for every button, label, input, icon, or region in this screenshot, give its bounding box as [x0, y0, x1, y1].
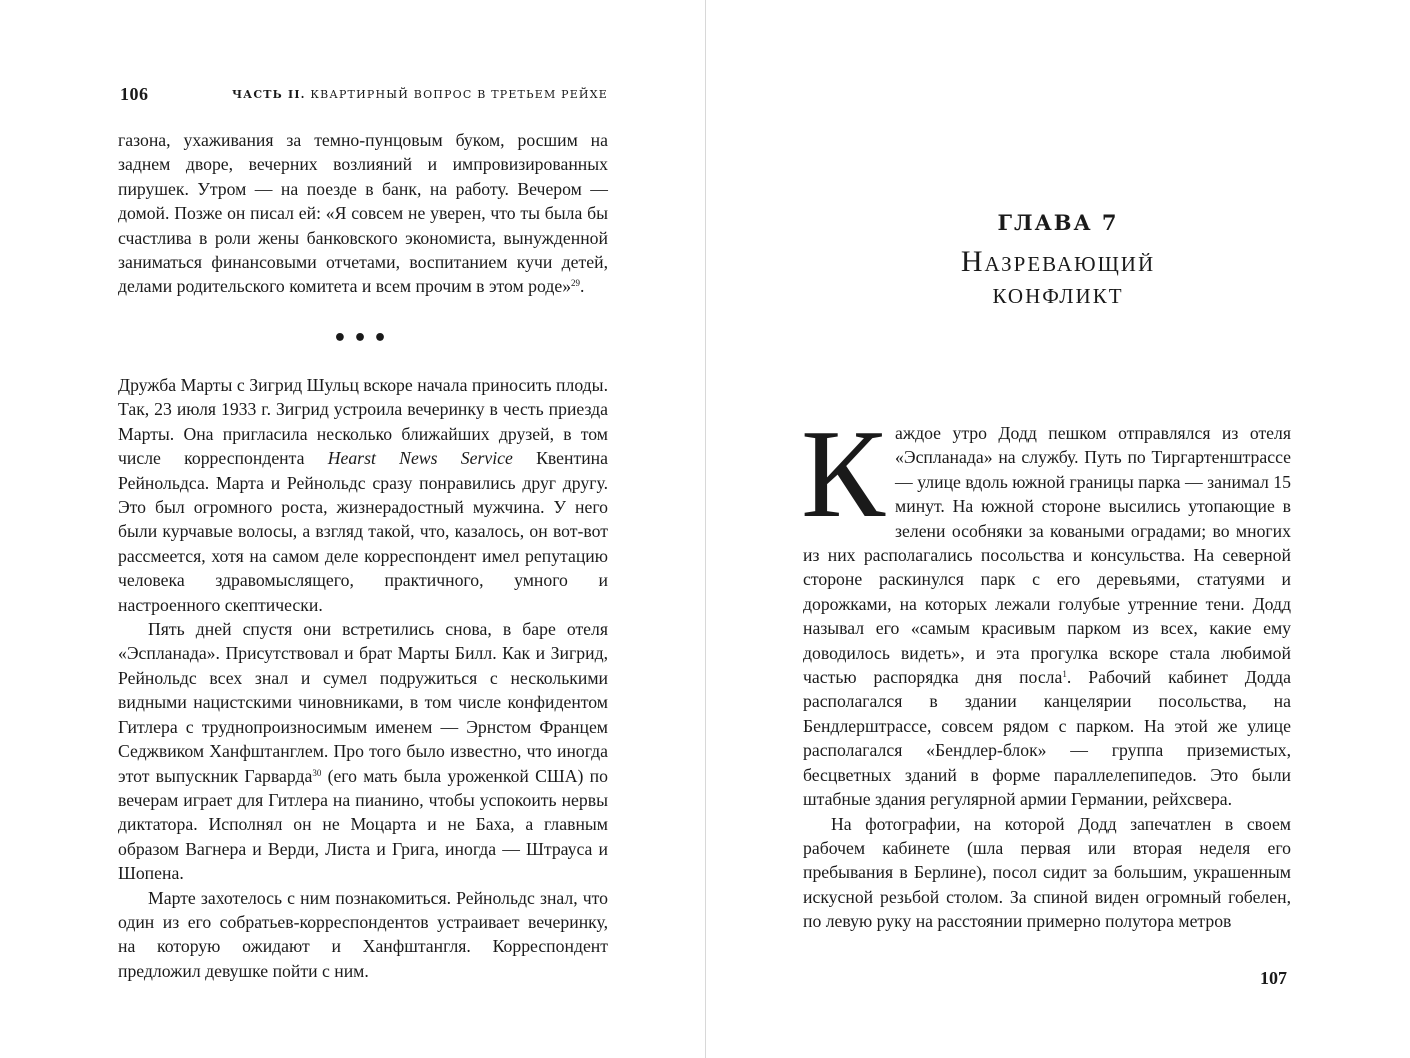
footnote-ref: 29	[571, 278, 581, 289]
running-head-book-part: КВАРТИРНЫЙ ВОПРОС В ТРЕТЬЕМ РЕЙХЕ	[310, 88, 608, 101]
paragraph	[118, 373, 608, 617]
paragraph	[801, 405, 1291, 812]
chapter-title-line: Назревающий	[960, 245, 1156, 278]
paragraph-text: . Рабочий кабинет Додда располагался в здании канцелярии посольства, на Бендлерштрассе, совсем рядом с парком. На этой же улице располагался «Бендлер-блок» — группа приземистых, бесцветных зданий в форме параллелепипедов. Это были штабные здания регулярной армии Германии, рейхсвера.	[803, 667, 1291, 810]
paragraph	[118, 128, 608, 299]
paragraph-text: Пять дней спустя они встретились снова, в баре отеля «Эспланада». Присутствовал и брат Марты Билл. Как и Зигрид, Рейнольдс всех знал и сумел подружиться с несколькими видными нацистскими чиновниками, в том числе конфидентом Гитлера с труднопроизносимым именем — Эрнстом Францем Седжвиком Ханфштанглем. Про того было известно, что иногда этот выпускник Гарварда	[118, 619, 608, 786]
page-number-right: 107	[1260, 968, 1287, 988]
paragraph: На фотографии, на которой Додд запечатлен в своем рабочем кабинете (шла первая или вторая неделя его пребывания в Берлине), посол сидит за большим, украшенным искусной резьбой столом. За спиной виден огромный гобелен, по левую руку на расстоянии примерно полутора метров	[803, 813, 1291, 932]
drop-cap: К	[801, 405, 886, 544]
paragraph: Марте захотелось с ним познакомиться. Рейнольдс знал, что один из его собратьев-корреспондентов устраивает вечеринку, на которую ожидают и Ханфштангля. Корреспондент предложил девушке пойти с ним.	[118, 887, 608, 981]
footnote-ref: 30	[312, 767, 322, 778]
right-text	[801, 405, 1291, 934]
page-number-left: 106	[120, 84, 149, 104]
footnote-ref: 1	[1062, 669, 1067, 680]
running-head-title	[232, 88, 608, 101]
paragraph-text: .	[580, 276, 585, 297]
paragraph-text: Дружба Марты с Зигрид Шульц вскоре начала приносить плоды. Так, 23 июля 1933 г. Зигрид устроила вечеринку в честь приезда Марты. Она пригласила несколько ближайших друзей, в том числе корреспондента	[118, 375, 608, 469]
paragraph	[118, 617, 608, 885]
running-head-part: ЧАСТЬ II.	[231, 88, 306, 101]
left-text-top	[118, 128, 608, 299]
paragraph-text: (его мать была уроженкой США) по вечерам играет для Гитлера на пианино, чтобы успокоить нервы диктатора. Исполнял он не Моцарта и не Баха, а главным образом Вагнера и Верди, Листа и Грига, иногда — Штрауса и Шопена.	[118, 765, 608, 884]
left-text-main	[118, 373, 608, 983]
italic-publication: Hearst News Service	[327, 448, 513, 469]
paragraph-text: газона, ухаживания за темно-пунцовым буком, росшим на заднем дворе, вечерних возлияний и импровизированных пирушек. Утром — на поезде в банк, на работу. Вечером — домой. Позже он писал ей: «Я совсем не уверен, что ты была бы счастлива в роли жены банковского экономиста, вынужденной заниматься финансовыми отчетами, воспитанием кучи детей, делами родительского комитета и всем прочим в этом роде»	[118, 130, 608, 297]
section-separator: •••	[332, 326, 394, 351]
running-head	[120, 84, 608, 108]
paragraph-text: Квентина Рейнольдса. Марта и Рейнольдс сразу понравились друг другу. Это был огромного роста, жизнерадостный мужчина. У него были курчавые волосы, а взгляд такой, что, казалось, он вот-вот рассмеется, хотя на самом деле корреспондент имел репутацию человека здравомыслящего, практичного, умного и настроенного скептически.	[118, 448, 608, 615]
paragraph-text: аждое утро Додд пешком отправлялся из отеля «Эспланада» на службу. Путь по Тиргартенштрассе — улице вдоль южной границы парка — занимал 15 минут. На южной стороне высились утопающие в зелени особняки за коваными оградами; во многих из них располагались посольства и консульства. На северной стороне раскинулся парк с его деревьями, статуями и дорожками, на которых лежали голубые утренние тени. Додд называл его «самым красивым парком из всех, какие ему доводилось видеть», и эта прогулка вскоре стала любимой частью распорядка дня посла	[803, 423, 1291, 688]
chapter-label: ГЛАВА 7	[997, 210, 1119, 235]
chapter-title	[706, 246, 1410, 310]
chapter-title-line: конфликт	[992, 277, 1124, 310]
